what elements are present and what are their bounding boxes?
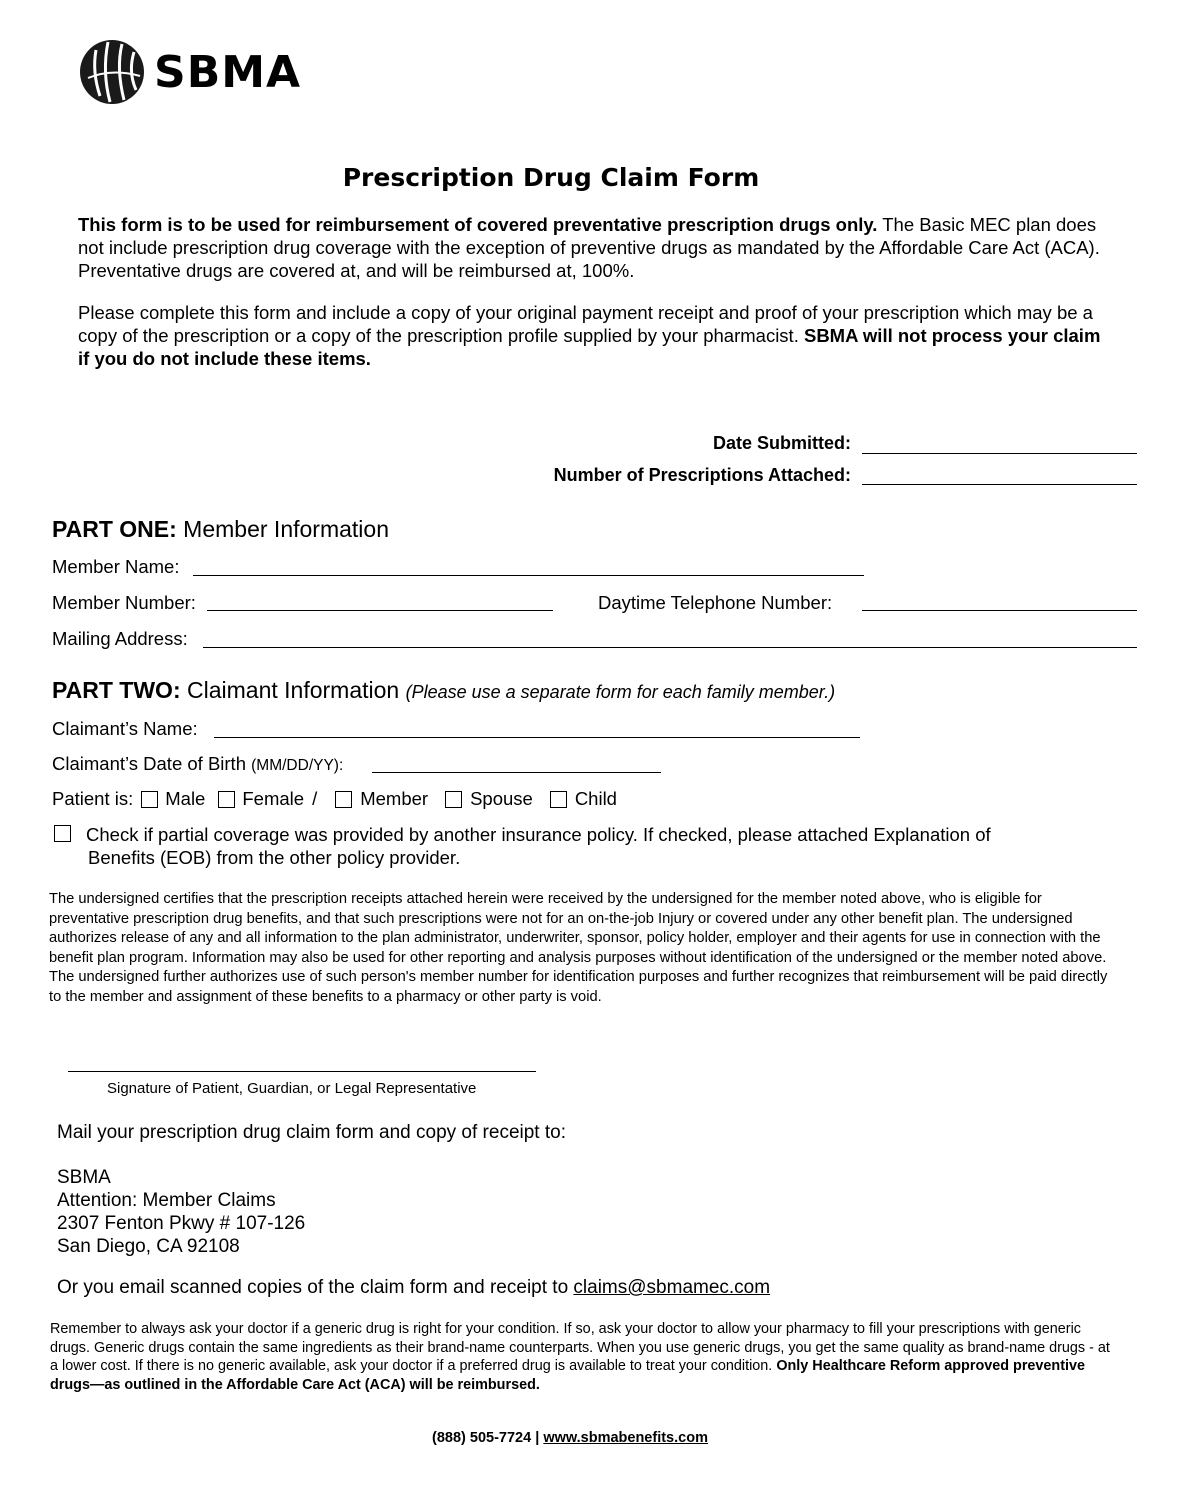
child-label: Child	[574, 788, 617, 809]
partial-coverage-line-1: Check if partial coverage was provided by another insurance policy. If checked, please attached Explanation of	[86, 824, 991, 845]
daytime-phone-field[interactable]	[862, 610, 1137, 611]
signature-label: Signature of Patient, Guardian, or Legal Representative	[107, 1080, 477, 1097]
intro-bold: This form is to be used for reimbursement of covered preventative prescription drugs only.	[78, 214, 878, 235]
partial-coverage-text	[86, 823, 991, 869]
generic-drug-note	[50, 1320, 1120, 1394]
footer-separator: |	[531, 1430, 544, 1446]
part-one-heading-bold: PART ONE:	[52, 516, 177, 542]
footer-phone: (888) 505-7724	[432, 1430, 532, 1446]
certification-text: The undersigned certifies that the prescription receipts attached herein were received by the undersigned for the member noted above, who is eligible for preventative prescription drug benefits, and that such prescriptions were not for an on-the-job Injury or covered under any other benefit plan. The undersigned authorizes release of any and all information to the plan administrator, underwriter, sponsor, policy holder, employer and their agents for use in connection with the benefit plan program. Information may also be used for other reporting and analysis purposes without identification of the undersigned or the member noted above. The undersigned further authorizes use of such person's member number for identification purposes and further recognizes that reimbursement will be paid directly to the member and assignment of these benefits to a pharmacy or other party is void.	[49, 891, 1108, 1005]
email-line	[57, 1276, 770, 1299]
address-line-4: San Diego, CA 92108	[57, 1236, 240, 1257]
address-line-1: SBMA	[57, 1167, 111, 1188]
intro-rest: The Basic MEC plan does not include prescription drug coverage with the exception of preventive drugs as mandated by the Affordable Care Act (ACA). Preventative drugs are covered at, and will be reimbursed at, 100%.	[78, 214, 1100, 281]
signature-field[interactable]	[68, 1071, 536, 1072]
globe-leaves-icon	[78, 38, 146, 106]
dob-label-text: Claimant’s Date of Birth	[52, 753, 252, 774]
child-checkbox[interactable]	[550, 791, 567, 808]
claimant-name-field[interactable]	[214, 737, 860, 738]
dob-format: (MM/DD/YY):	[251, 757, 344, 774]
member-checkbox[interactable]	[335, 791, 352, 808]
footer	[0, 1430, 1140, 1446]
partial-coverage-checkbox[interactable]	[54, 825, 71, 842]
member-number-label: Member Number:	[52, 592, 196, 613]
member-name-field[interactable]	[193, 575, 864, 576]
mail-intro: Mail your prescription drug claim form and copy of receipt to:	[57, 1122, 566, 1143]
brand-logo	[78, 38, 301, 106]
generic-note-text: Remember to always ask your doctor if a generic drug is right for your condition. If so, ask your doctor to allow your pharmacy to fill your prescriptions with generic drugs. Generic drugs contain the same ingredients as their brand-name counterparts. When you use generic drugs, you get the same quality as brand-name drugs - at a lower cost. If there is no generic available, ask your doctor if a preferred drug is available to treat your condition.	[50, 1321, 1110, 1374]
address-line-2: Attention: Member Claims	[57, 1190, 276, 1211]
part-one-heading-rest: Member Information	[176, 516, 389, 542]
claimant-name-label: Claimant’s Name:	[52, 718, 198, 739]
claims-email-link[interactable]: claims@sbmamec.com	[573, 1277, 771, 1298]
mailing-address-label: Mailing Address:	[52, 628, 188, 649]
separator-slash: /	[312, 788, 318, 809]
form-title: Prescription Drug Claim Form	[342, 163, 760, 192]
member-number-field[interactable]	[207, 610, 553, 611]
date-submitted-field[interactable]	[862, 453, 1137, 454]
email-intro: Or you email scanned copies of the claim form and receipt to	[57, 1277, 574, 1298]
member-name-label: Member Name:	[52, 556, 180, 577]
male-label: Male	[165, 788, 206, 809]
address-line-3: 2307 Fenton Pkwy # 107-126	[57, 1213, 306, 1234]
instructions-bold: SBMA will not process your claim if you do not include these items.	[78, 325, 1101, 369]
date-submitted-label: Date Submitted:	[712, 433, 851, 453]
brand-name: SBMA	[154, 46, 302, 98]
instructions-paragraph	[78, 301, 1108, 370]
patient-is-label: Patient is:	[52, 788, 134, 809]
female-label: Female	[242, 788, 305, 809]
dob-label	[52, 753, 343, 775]
mailing-address-block	[57, 1166, 305, 1258]
intro-paragraph	[78, 213, 1108, 282]
patient-is-row	[52, 788, 617, 810]
num-prescriptions-label: Number of Prescriptions Attached:	[553, 465, 851, 485]
generic-note-bold: Only Healthcare Reform approved preventive drugs—as outlined in the Affordable Care Act (ACA) will be reimbursed.	[50, 1358, 1086, 1393]
instructions-text: Please complete this form and include a copy of your original payment receipt and proof of your prescription which may be a copy of the prescription or a copy of the prescription profile supplied by your pharmacist.	[78, 302, 1093, 346]
female-checkbox[interactable]	[218, 791, 235, 808]
mailing-address-field[interactable]	[203, 647, 1137, 648]
partial-coverage-line-2: Benefits (EOB) from the other policy provider.	[88, 847, 461, 868]
spouse-checkbox[interactable]	[445, 791, 462, 808]
spouse-label: Spouse	[470, 788, 533, 809]
num-prescriptions-field[interactable]	[862, 484, 1137, 485]
part-two-heading-rest: Claimant Information	[180, 677, 406, 703]
male-checkbox[interactable]	[141, 791, 158, 808]
footer-website-link[interactable]: www.sbmabenefits.com	[543, 1430, 708, 1446]
dob-field[interactable]	[372, 772, 661, 773]
part-one-heading	[52, 516, 389, 543]
part-two-heading	[52, 677, 835, 704]
daytime-phone-label: Daytime Telephone Number:	[598, 592, 833, 613]
part-two-heading-bold: PART TWO:	[52, 677, 181, 703]
part-two-heading-note: (Please use a separate form for each family member.)	[405, 682, 836, 702]
member-label: Member	[360, 788, 429, 809]
